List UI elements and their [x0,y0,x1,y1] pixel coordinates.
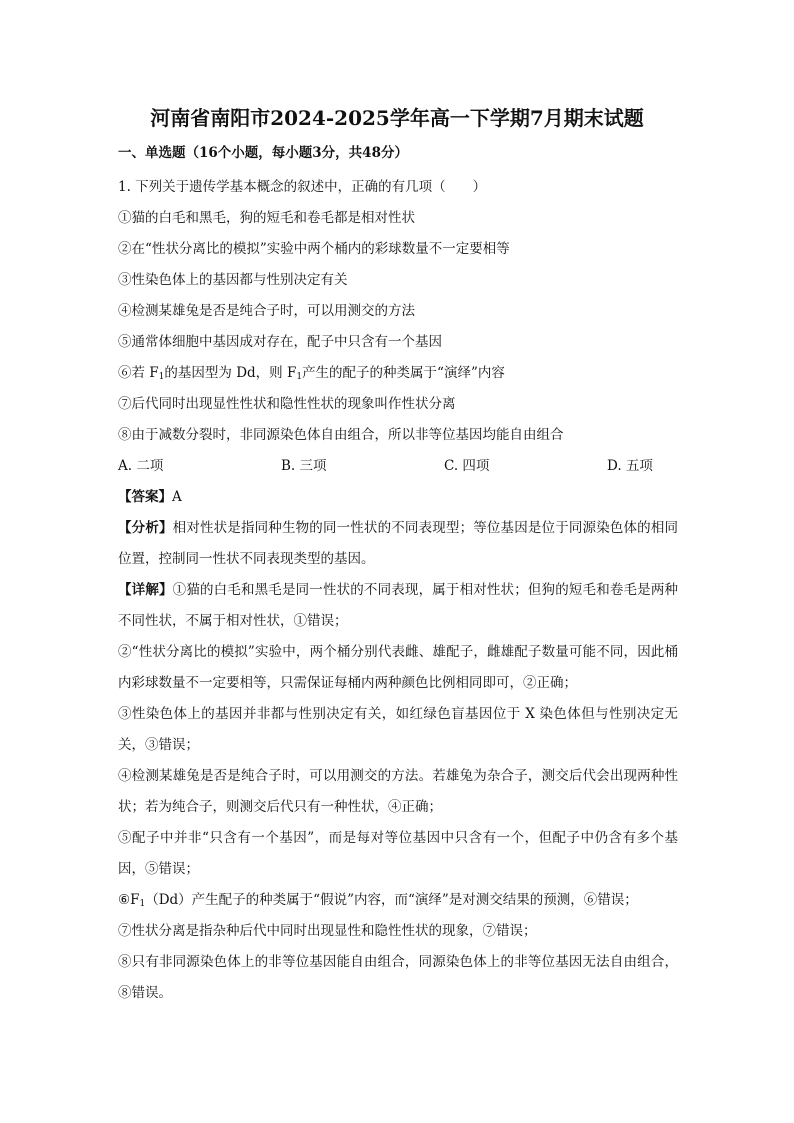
detail-item-1: ①猫的白毛和黑毛是同一性状的不同表现，属于相对性状；但狗的短毛和卷毛是两种不同性状，不属于相对性状，①错误； [118,582,679,629]
detail-item-4: ④检测某雄兔是否是纯合子时，可以用测交的方法。若雄兔为杂合子，测交后代会出现两种性状；若为纯合子，则测交后代只有一种性状，④正确； [118,768,678,815]
statement-4: ④检测某雄兔是否是纯合子时，可以用测交的方法 [118,303,415,319]
answer-options [118,451,678,482]
statement-6-sub1: 1 [158,372,165,382]
option-b: B. 三项 [281,458,327,474]
analysis-label: 【分析】 [118,520,173,536]
statement-1: ①猫的白毛和黑毛，狗的短毛和卷毛都是相对性状 [118,210,415,226]
question-stem: 1. 下列关于遗传学基本概念的叙述中，正确的有几项（ ） [118,179,487,195]
answer-value: A [172,489,182,505]
section-heading: 一、单选题（16个小题，每小题3分，共48分） [118,145,408,161]
statement-3: ③性染色体上的基因都与性别决定有关 [118,272,348,288]
detail-item-3: ③性染色体上的基因并非都与性别决定有关，如红绿色盲基因位于 X 染色体但与性别决定无关，③错误； [118,706,678,753]
answer-label: 【答案】 [118,489,172,505]
detail-item-2: ②“性状分离比的模拟”实验中，两个桶分别代表雌、雄配子，雌雄配子数量可能不同，因此桶内彩球数量不一定要相等，只需保证每桶内两种颜色比例相同即可，②正确； [118,644,678,691]
detail-paragraph-1 [118,575,678,637]
statement-6 [118,358,678,389]
detail-item-6-prefix: ⑥F [118,892,140,908]
detail-label: 【详解】 [118,582,173,598]
statement-5: ⑤通常体细胞中基因成对存在，配子中只含有一个基因 [118,334,442,350]
statement-6-sub2: 1 [296,372,303,382]
option-d: D. 五项 [607,458,653,474]
statement-7: ⑦后代同时出现显性性状和隐性性状的现象叫作性状分离 [118,396,456,412]
statement-6-suffix: 产生的配子的种类属于“演绎”内容 [302,365,505,381]
option-a: A. 二项 [118,458,164,474]
answer-line [118,482,678,513]
statement-6-mid: 的基因型为 Dd，则 F [164,365,297,381]
statement-6-prefix: ⑥若 F [118,365,159,381]
statement-2: ②在“性状分离比的模拟”实验中两个桶内的彩球数量不一定要相等 [118,241,510,257]
option-c: C. 四项 [444,458,490,474]
analysis-text: 相对性状是指同种生物的同一性状的不同表现型；等位基因是位于同源染色体的相同位置，控制同一性状不同表现类型的基因。 [118,520,679,567]
page-title: 河南省南阳市2024-2025学年高一下学期7月期末试题 [150,106,644,130]
detail-item-5: ⑤配子中并非“只含有一个基因”，而是每对等位基因中只含有一个，但配子中仍含有多个基因，⑤错误； [118,830,678,877]
statement-8: ⑧由于减数分裂时，非同源染色体自由组合，所以非等位基因均能自由组合 [118,427,564,443]
detail-item-7: ⑦性状分离是指杂种后代中同时出现显性和隐性性状的现象，⑦错误； [118,923,537,939]
detail-item-6-sub: 1 [139,899,146,909]
detail-item-6 [118,885,678,916]
question-content [118,172,678,1009]
analysis-paragraph [118,513,678,575]
detail-item-6-suffix: （Dd）产生配子的种类属于“假说”内容，而“演绎”是对测交结果的预测，⑥错误； [145,892,638,908]
detail-item-8: ⑧只有非同源染色体上的非等位基因能自由组合，同源染色体上的非等位基因无法自由组合，⑧错误。 [118,954,678,1001]
